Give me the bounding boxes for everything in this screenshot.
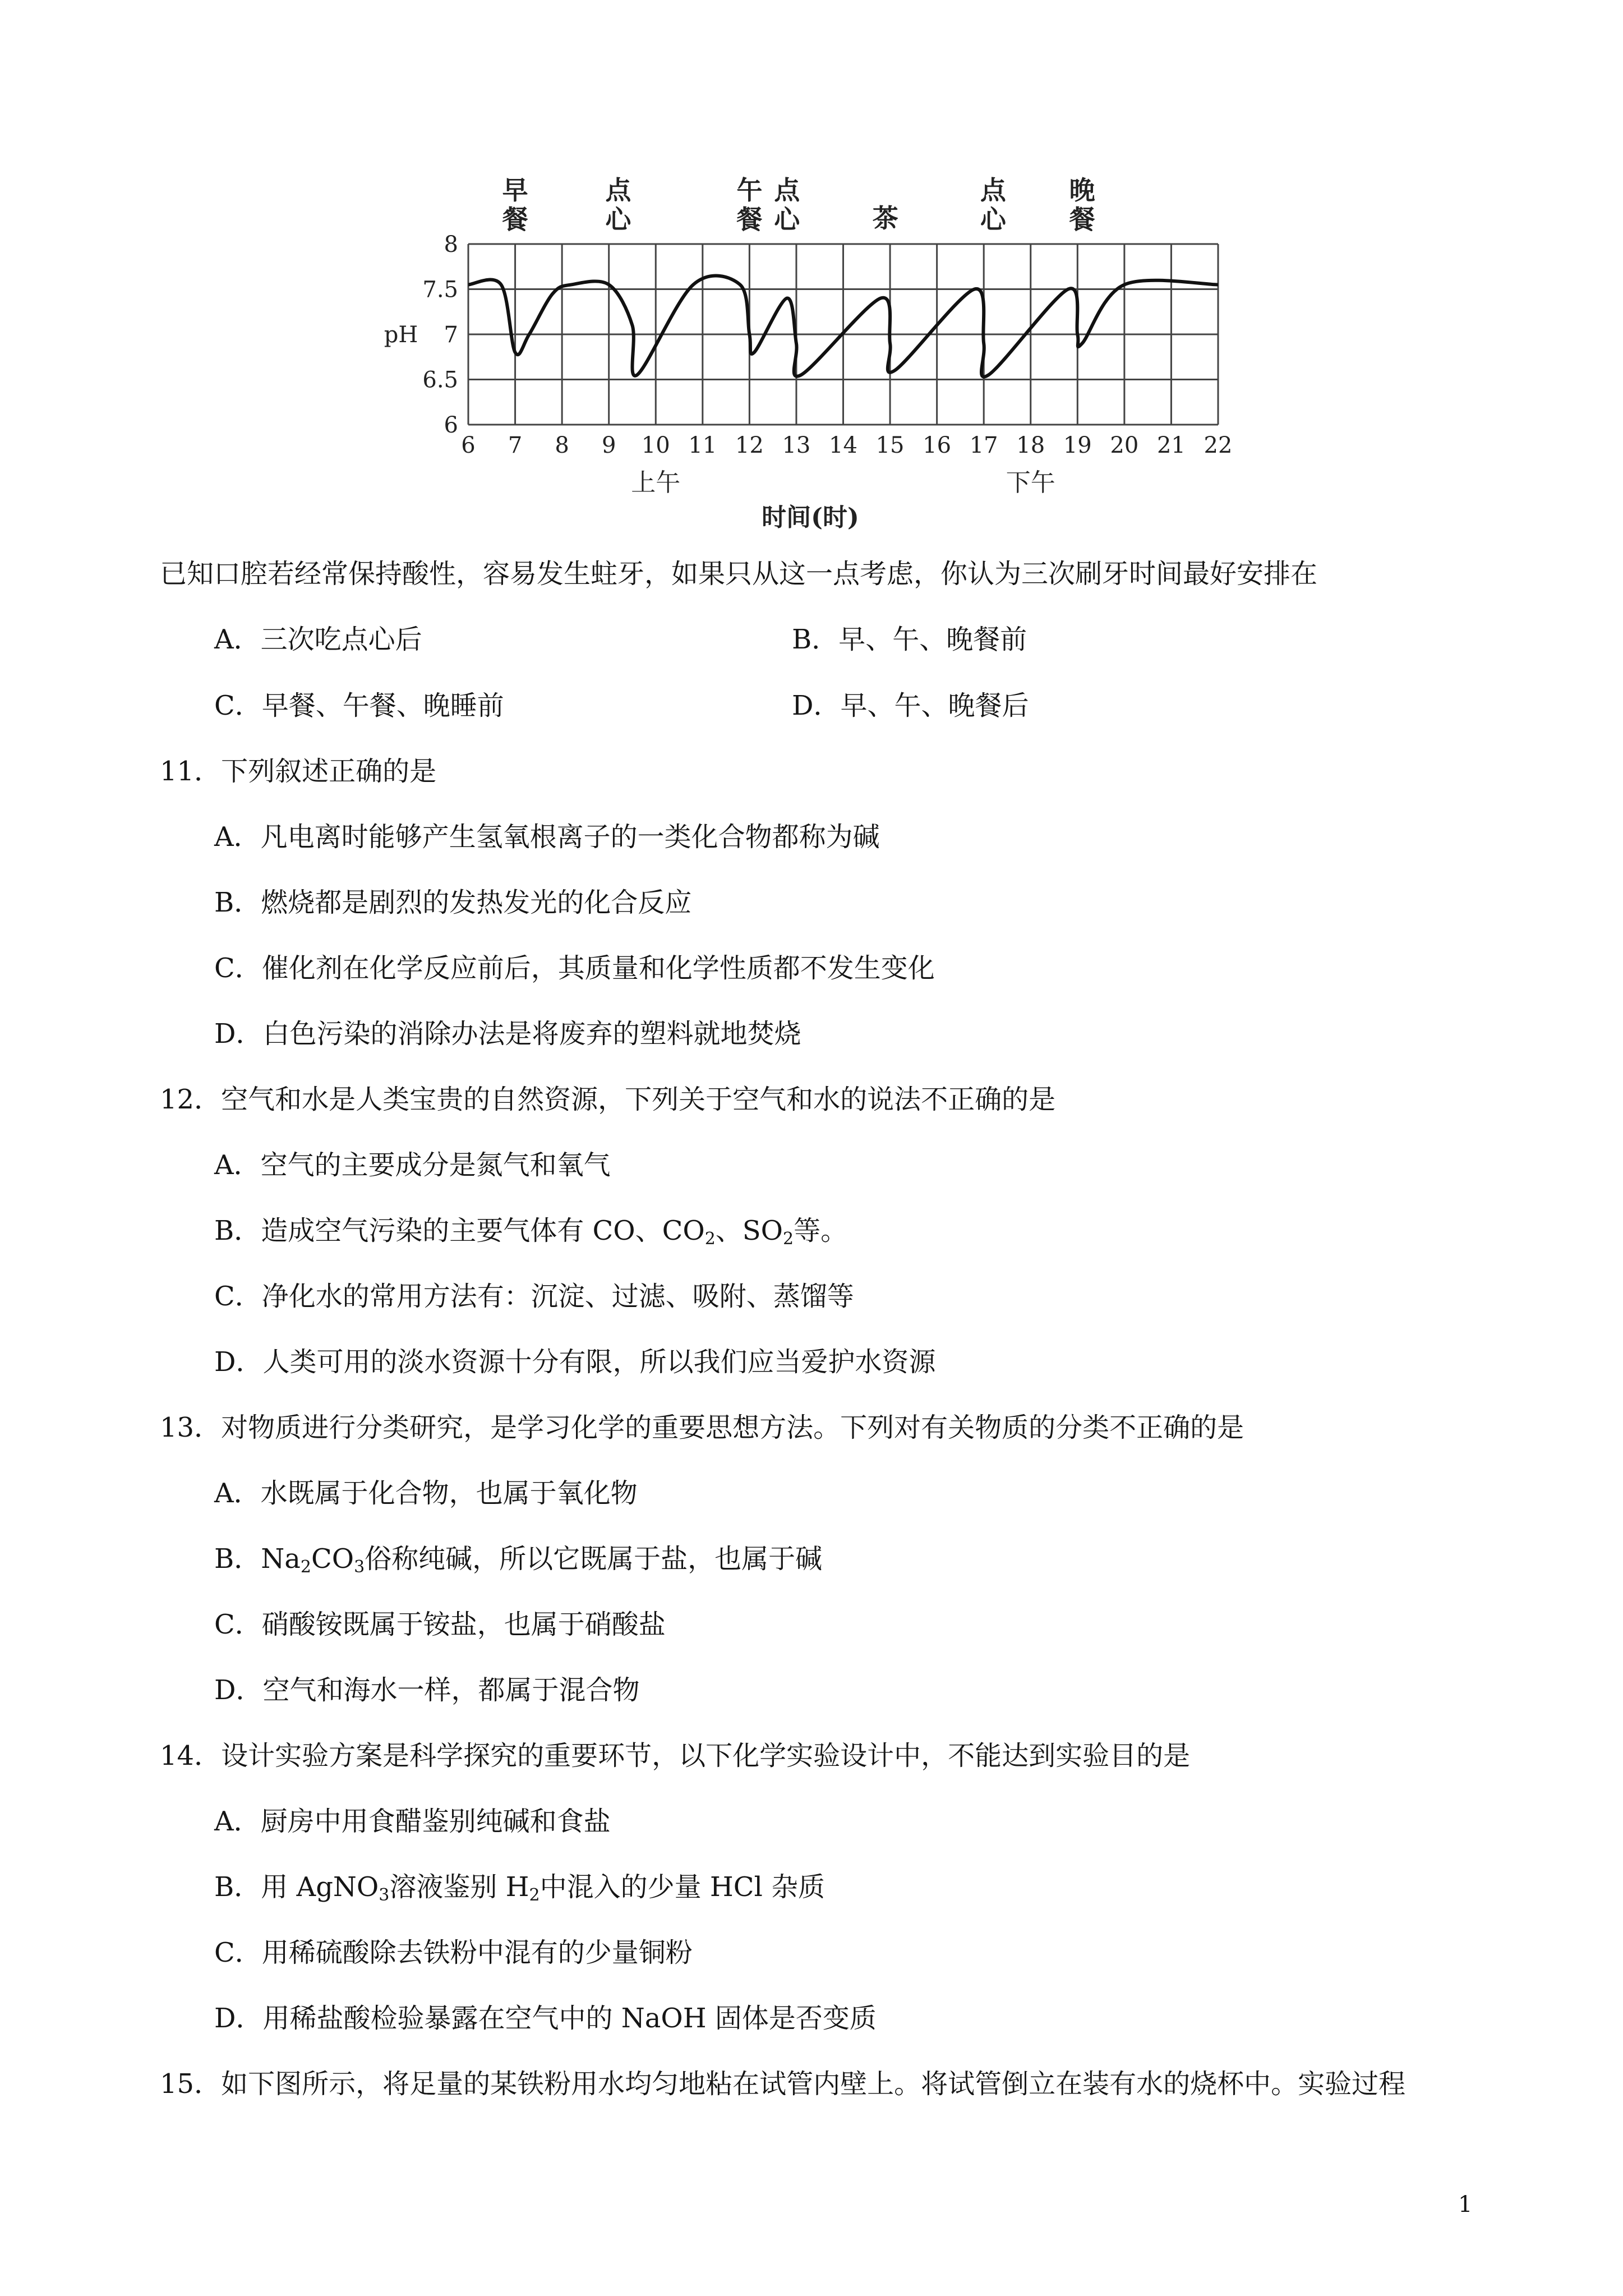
q13-option-c: C．硝酸铵既属于铵盐，也属于硝酸盐 [214, 1609, 666, 1640]
x-tick-label: 12 [735, 432, 764, 458]
x-tick-label: 8 [555, 432, 569, 458]
q13-title: 13．对物质进行分类研究，是学习化学的重要思想方法。下列对有关物质的分类不正确的是 [160, 1412, 1244, 1443]
q12-option-c: C．净化水的常用方法有：沉淀、过滤、吸附、蒸馏等 [214, 1281, 854, 1312]
x-tick-label: 20 [1110, 432, 1139, 458]
x-tick-label: 9 [601, 432, 616, 458]
y-tick-label: 6.5 [422, 367, 458, 393]
q14-option-d: D．用稀盐酸检验暴露在空气中的 NaOH 固体是否变质 [214, 2003, 877, 2034]
question-stem: 已知口腔若经常保持酸性，容易发生蛀牙，如果只从这一点考虑，你认为三次刷牙时间最好安排在 [160, 558, 1318, 590]
q11-option-c: C．催化剂在化学反应前后，其质量和化学性质都不发生变化 [214, 953, 935, 984]
x-tick-label: 6 [461, 432, 476, 458]
meal-label: 点心 [980, 175, 1006, 234]
x-axis-label: 时间(时) [762, 503, 859, 532]
x-tick-label: 14 [829, 432, 857, 458]
y-tick-label: 6 [444, 412, 458, 438]
q12-title: 12．空气和水是人类宝贵的自然资源，下列关于空气和水的说法不正确的是 [160, 1084, 1056, 1115]
q13-option-a: A．水既属于化合物，也属于氧化物 [214, 1478, 638, 1509]
x-tick-label: 13 [782, 432, 811, 458]
x-tick-label: 11 [688, 432, 717, 458]
page-number: 1 [1458, 2192, 1473, 2217]
meal-label: 点心 [605, 175, 631, 234]
q12-option-d: D．人类可用的淡水资源十分有限，所以我们应当爱护水资源 [214, 1346, 936, 1378]
q11-option-b: B．燃烧都是剧烈的发热发光的化合反应 [214, 887, 692, 918]
q15-title: 15．如下图所示，将足量的某铁粉用水均匀地粘在试管内壁上。将试管倒立在装有水的烧杯中。实验过程 [160, 2068, 1406, 2100]
x-tick-label: 10 [641, 432, 670, 458]
y-tick-label: 8 [444, 232, 458, 257]
q10-option-b: B．早、午、晚餐前 [792, 624, 1027, 655]
x-tick-label: 7 [508, 432, 523, 458]
x-tick-label: 22 [1204, 432, 1233, 458]
x-tick-label: 21 [1156, 432, 1186, 458]
q12-option-b: B．造成空气污染的主要气体有 CO、$CO_2$、$SO_2$等。 [214, 1215, 848, 1249]
q11-option-d: D．白色污染的消除办法是将废弃的塑料就地焚烧 [214, 1018, 801, 1050]
meal-label: 点心 [774, 175, 800, 234]
q10-option-d: D．早、午、晚餐后 [792, 690, 1029, 721]
q11-title: 11．下列叙述正确的是 [160, 756, 437, 787]
meal-label: 茶 [872, 203, 898, 233]
q14-option-c: C．用稀硫酸除去铁粉中混有的少量铜粉 [214, 1937, 693, 1968]
x-tick-label: 19 [1063, 432, 1092, 458]
q13-option-b: B．$Na_2CO_3$俗称纯碱，所以它既属于盐，也属于碱 [214, 1543, 823, 1577]
q13-option-d: D．空气和海水一样，都属于混合物 [214, 1674, 640, 1706]
q10-option-c: C．早餐、午餐、晚睡前 [214, 690, 504, 721]
q14-option-a: A．厨房中用食醋鉴别纯碱和食盐 [214, 1806, 611, 1837]
y-tick-label: 7.5 [422, 277, 458, 303]
q12-option-a: A．空气的主要成分是氮气和氧气 [214, 1149, 611, 1181]
q14-option-b: B．用 AgNO$_3$溶液鉴别 $H_2$中混入的少量 HCl 杂质 [214, 1871, 826, 1905]
y-axis-label: pH [384, 322, 418, 348]
meal-label: 午餐 [736, 175, 763, 234]
x-tick-label: 18 [1016, 432, 1045, 458]
period-label: 上午 [631, 468, 681, 497]
q10-option-a: A．三次吃点心后 [214, 624, 422, 655]
meal-label: 早餐 [502, 175, 528, 234]
q14-title: 14．设计实验方案是科学探究的重要环节，以下化学实验设计中，不能达到实验目的是 [160, 1740, 1191, 1772]
x-tick-label: 16 [923, 432, 952, 458]
y-tick-label: 7 [444, 322, 458, 348]
meal-label: 晚餐 [1069, 175, 1095, 234]
q11-option-a: A．凡电离时能够产生氢氧根离子的一类化合物都称为碱 [214, 821, 880, 853]
x-tick-label: 15 [875, 432, 905, 458]
x-tick-label: 17 [969, 432, 998, 458]
ph-chart [0, 0, 1623, 539]
period-label: 下午 [1006, 468, 1055, 497]
